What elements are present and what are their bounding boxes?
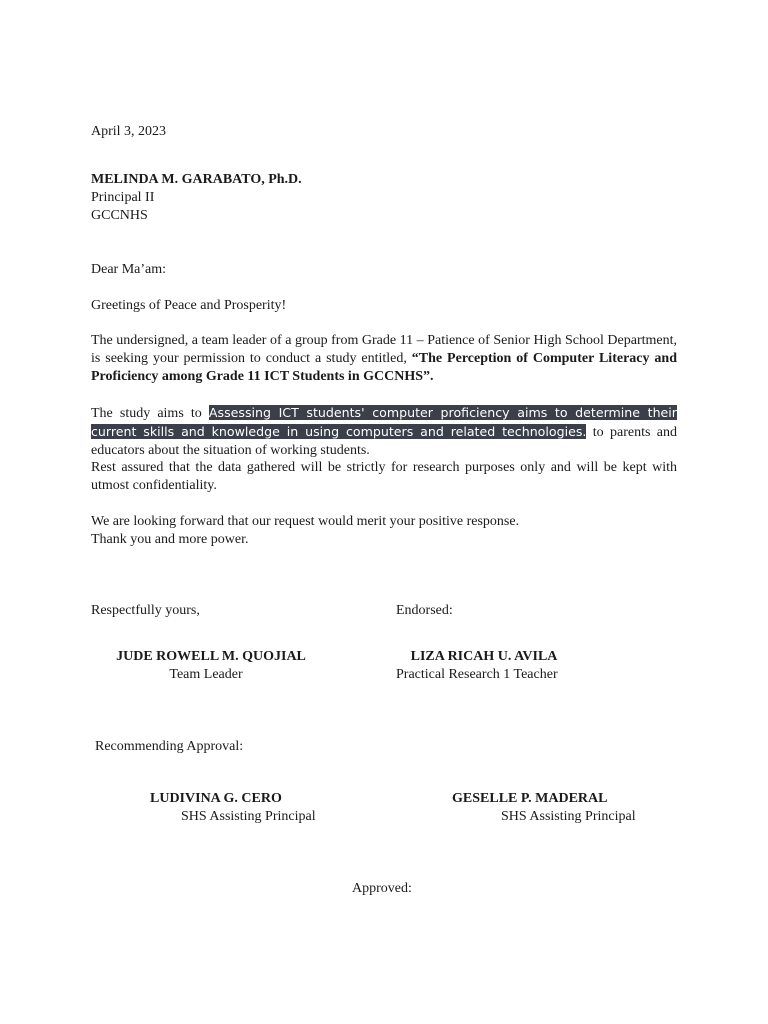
recipient-school: GCCNHS [91,208,148,223]
leader-role: Team Leader [169,667,243,682]
selected-text[interactable]: Assessing ICT students' computer proficiency aims to determine their current skills and knowledge in using computers and related technologies. [91,405,677,439]
request-text: The undersigned, a team leader of a group from Grade 11 – Patience of Senior High School Department, is seeking your permission to conduct a study entitled, [91,333,677,366]
letter-date: April 3, 2023 [91,124,167,139]
request-paragraph [91,332,677,386]
confidentiality-paragraph: Rest assured that the data gathered will be strictly for research purposes only and will be kept with utmost confidentiality. [91,460,677,493]
asst1-role: SHS Assisting Principal [181,809,316,824]
recipient-title: Principal II [91,190,155,205]
recipient-name: MELINDA M. GARABATO, Ph.D. [91,172,302,187]
study-title: “The Perception of Computer Literacy and Proficiency among Grade 11 ICT Students in GCCNHS”. [91,351,677,384]
greeting: Greetings of Peace and Prosperity! [91,298,287,313]
recommending-label: Recommending Approval: [95,739,244,754]
teacher-role: Practical Research 1 Teacher [396,667,558,682]
closing-line-2: Thank you and more power. [91,532,249,547]
endorsed-label: Endorsed: [396,603,453,618]
closing-line-1: We are looking forward that our request would merit your positive response. [91,514,520,529]
teacher-name: LIZA RICAH U. AVILA [410,649,558,664]
aims-lead: The study aims to [91,406,209,421]
approved-label: Approved: [352,881,412,896]
asst2-role: SHS Assisting Principal [501,809,636,824]
aims-paragraph [91,404,677,460]
leader-name: JUDE ROWELL M. QUOJIAL [116,649,306,664]
asst2-name: GESELLE P. MADERAL [452,791,608,806]
salutation: Dear Ma’am: [91,262,167,277]
respectfully-label: Respectfully yours, [91,603,200,618]
asst1-name: LUDIVINA G. CERO [150,791,282,806]
aims-tail: to parents and educators about the situation of working students. [91,425,677,458]
